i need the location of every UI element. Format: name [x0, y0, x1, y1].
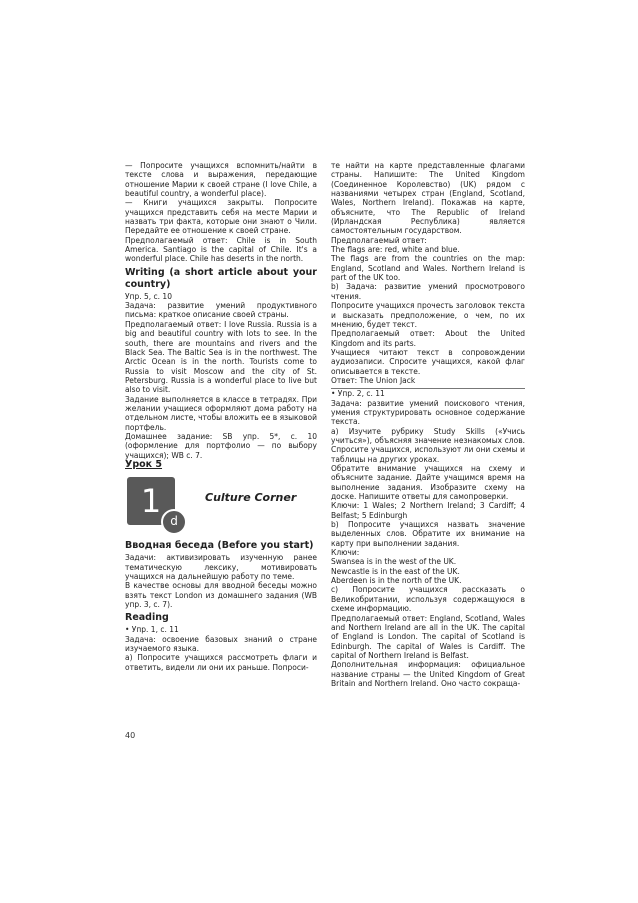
- paragraph: Задача: освоение базовых знаний о стране изучаемого языка.: [125, 634, 317, 654]
- paragraph: те найти на карте представленные флагами страны. Напишите: The United Kingdom (Соединенное Королевство) (UK) рядом с названиями четырех стран (England, Scotland, Wales, Northern Ireland). Покажав на карте, объясните, что The Republic of Ireland (Ирландская Республика) является самостоятельным государством.: [331, 161, 525, 236]
- paragraph: Ответ: The Union Jack: [331, 375, 416, 385]
- section-heading: Reading: [125, 612, 169, 624]
- paragraph: Предполагаемый ответ: England, Scotland, Wales and Northern Ireland are all in the UK. The capital of England is London. The capital of Scotland is Edinburgh. The capital of Wales is Cardiff. The capital of Northern Ireland is Belfast.: [331, 613, 525, 660]
- paragraph: Предполагаемый ответ: About the United Kingdom and its parts.: [331, 329, 525, 348]
- paragraph: — Книги учащихся закрыты. Попросите учащихся представить себя на месте Марии и назвать три факта, которые они знают о Чили. Передайте ее отношение к своей стране.: [125, 198, 317, 236]
- paragraph: Swansea is in the west of the UK.: [331, 557, 457, 567]
- paragraph: — Попросите учащихся вспомнить/найти в тексте слова и выражения, передающие отношение Марии к своей стране (I love Chile, a beautiful country, a wonderful place).: [125, 161, 317, 199]
- left-column: [125, 161, 317, 672]
- paragraph: Дополнительная информация: официальное название страны — the United Kingdom of Great Britain and Northern Ireland. Оно часто сокраща-: [331, 660, 525, 688]
- paragraph: а) Попросите учащихся рассмотреть флаги и ответить, видели ли они их раньше. Попроси-: [125, 653, 317, 672]
- paragraph: c) Попросите учащихся рассказать о Великобритании, используя содержащуюся в схеме информацию.: [331, 585, 525, 614]
- paragraph: Упр. 5, с. 10: [125, 291, 172, 301]
- paragraph: • Упр. 2, с. 11: [331, 389, 385, 399]
- paragraph: The flags are: red, white and blue.: [331, 245, 460, 255]
- paragraph: Предполагаемый ответ: I love Russia. Russia is a big and beautiful country with lots to see. In the south, there are mountains and rivers and the Black Sea. The Baltic Sea is in the northwest. The Arctic Ocean is in the north. Tourists come to Russia to visit Moscow and the city of St. Petersburg. Russia is a wonderful place to live but also to visit.: [125, 319, 317, 395]
- paragraph: The flags are from the countries on the map: England, Scotland and Wales. Northern Ireland is part of the UK too.: [331, 254, 525, 283]
- paragraph: Newcastle is in the east of the UK.: [331, 566, 460, 576]
- paragraph: Aberdeen is in the north of the UK.: [331, 576, 462, 586]
- paragraph: а) Изучите рубрику Study Skills («Учись учиться»), объясняя значение незнакомых слов. Спросите учащихся, используют ли они схемы и таблицы на других уроках.: [331, 426, 525, 464]
- module-number: 1: [127, 477, 175, 525]
- paragraph: Домашнее задание: SB упр. 5*, с. 10 (оформление для портфолио — по выбору учащихся); WB с. 7.: [125, 431, 317, 460]
- paragraph: Задача: развитие умений продуктивного письма: краткое описание своей страны.: [125, 301, 317, 320]
- paragraph: b) Задача: развитие умений просмотрового чтения.: [331, 282, 525, 301]
- paragraph: Предполагаемый ответ: Chile is in South America. Santiago is the capital of Chile. It's a wonderful place. Chile has deserts in the north.: [125, 235, 317, 264]
- lesson-heading: Урок 5: [125, 458, 163, 470]
- section-heading: Writing (a short article about your country): [125, 266, 317, 290]
- page-number: 40: [125, 731, 136, 740]
- paragraph: В качестве основы для вводной беседы можно взять текст London из домашнего задания (WB упр. 3, с. 7).: [125, 581, 317, 610]
- right-column: [331, 161, 525, 688]
- paragraph: Обратите внимание учащихся на схему и объясните задание. Дайте учащимся время на выполнение задания. Изобразите схему на доске. Напишите ответы для самопроверки.: [331, 464, 525, 502]
- module-title: Culture Corner: [205, 491, 297, 505]
- paragraph: Предполагаемый ответ:: [331, 235, 427, 245]
- section-heading: Вводная беседа (Before you start): [125, 540, 314, 552]
- paragraph: Ключи:: [331, 548, 360, 558]
- paragraph: • Упр. 1, с. 11: [125, 625, 179, 635]
- paragraph: Учащиеся читают текст в сопровождении аудиозаписи. Спросите учащихся, какой флаг описывается в тексте.: [331, 347, 525, 376]
- module-letter-badge: d: [161, 509, 187, 535]
- paragraph: b) Попросите учащихся назвать значение выделенных слов. Обратите их внимание на карту при выполнении задания.: [331, 520, 525, 548]
- paragraph: Ключи: 1 Wales; 2 Northern Ireland; 3 Cardiff; 4 Belfast; 5 Edinburgh: [331, 501, 525, 520]
- module-banner: [125, 475, 317, 537]
- paragraph: Задача: развитие умений поискового чтения, умения структурировать основное содержание текста.: [331, 398, 525, 427]
- paragraph: Попросите учащихся прочесть заголовок текста и высказать предположение, о чем, по их мнению, будет текст.: [331, 301, 525, 329]
- paragraph: Задание выполняется в классе в тетрадях. При желании учащиеся оформляют дома работу на отдельном листе, чтобы вложить ее в языковой портфель.: [125, 394, 317, 432]
- paragraph: Задачи: активизировать изученную ранее тематическую лексику, мотивировать учащихся на дальнейшую работу по теме.: [125, 553, 317, 581]
